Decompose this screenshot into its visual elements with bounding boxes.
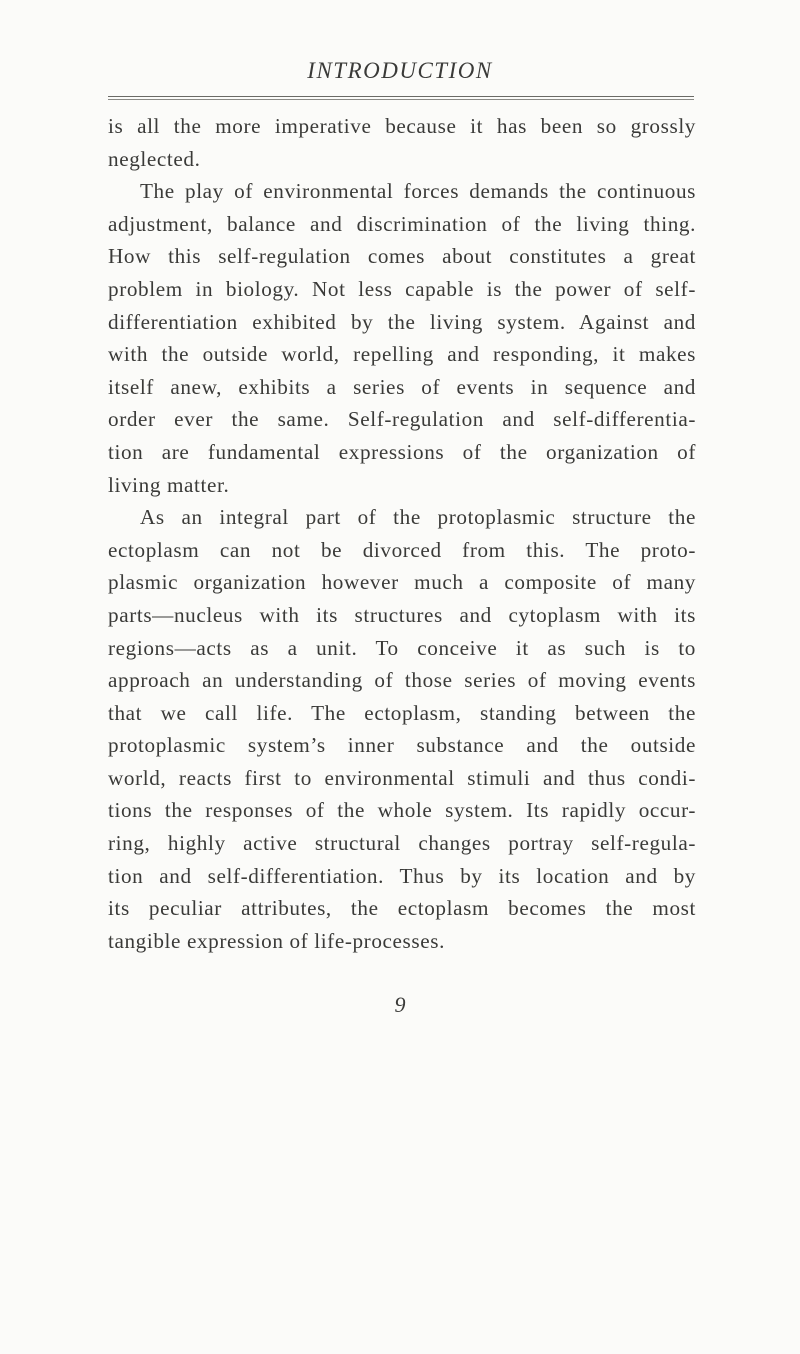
- text-line: itself anew, exhibits a series of events in sequence and: [108, 374, 696, 399]
- text-line: parts—nucleus with its structures and cytoplasm with its: [108, 602, 696, 627]
- text-line: protoplasmic system’s inner substance and the outside: [108, 733, 696, 758]
- text-line: tangible expression of life-processes.: [108, 928, 445, 953]
- text-line: regions—acts as a unit. To conceive it as such is to: [108, 635, 696, 660]
- text-line: its peculiar attributes, the ectoplasm becomes the most: [108, 896, 696, 921]
- text-line: The play of environmental forces demands the continuous: [140, 179, 696, 204]
- text-line: tions the responses of the whole system. Its rapidly occur-: [108, 798, 696, 823]
- text-line: problem in biology. Not less capable is the power of self-: [108, 276, 696, 301]
- text-line: neglected.: [108, 146, 201, 171]
- text-line: differentiation exhibited by the living system. Against and: [108, 309, 696, 334]
- text-line: living matter.: [108, 472, 230, 497]
- text-line: ring, highly active structural changes portray self-regula-: [108, 831, 696, 856]
- text-line: order ever the same. Self-regulation and self-differentia-: [108, 407, 696, 432]
- text-line: world, reacts first to environmental stimuli and thus condi-: [108, 765, 696, 790]
- text-line: adjustment, balance and discrimination of the living thing.: [108, 211, 696, 236]
- page-number: 9: [394, 992, 406, 1017]
- text-line: How this self-regulation comes about constitutes a great: [108, 244, 696, 269]
- text-line: with the outside world, repelling and responding, it makes: [108, 342, 696, 367]
- body-text: [108, 110, 696, 957]
- text-line: tion are fundamental expressions of the organization of: [108, 439, 696, 464]
- paragraph: [108, 110, 696, 175]
- text-line: As an integral part of the protoplasmic structure the: [140, 505, 696, 530]
- text-line: plasmic organization however much a composite of many: [108, 570, 696, 595]
- header-rule-secondary: [108, 99, 694, 100]
- running-head: INTRODUCTION: [307, 58, 493, 83]
- text-line: is all the more imperative because it has been so grossly: [108, 114, 696, 138]
- text-line: that we call life. The ectoplasm, standing between the: [108, 700, 696, 725]
- paragraph: [108, 175, 696, 501]
- header-rule: [108, 96, 694, 97]
- text-line: ectoplasm can not be divorced from this. The proto-: [108, 537, 696, 562]
- paragraph: [108, 501, 696, 957]
- text-line: tion and self-differentiation. Thus by its location and by: [108, 863, 696, 888]
- text-line: approach an understanding of those series of moving events: [108, 668, 696, 693]
